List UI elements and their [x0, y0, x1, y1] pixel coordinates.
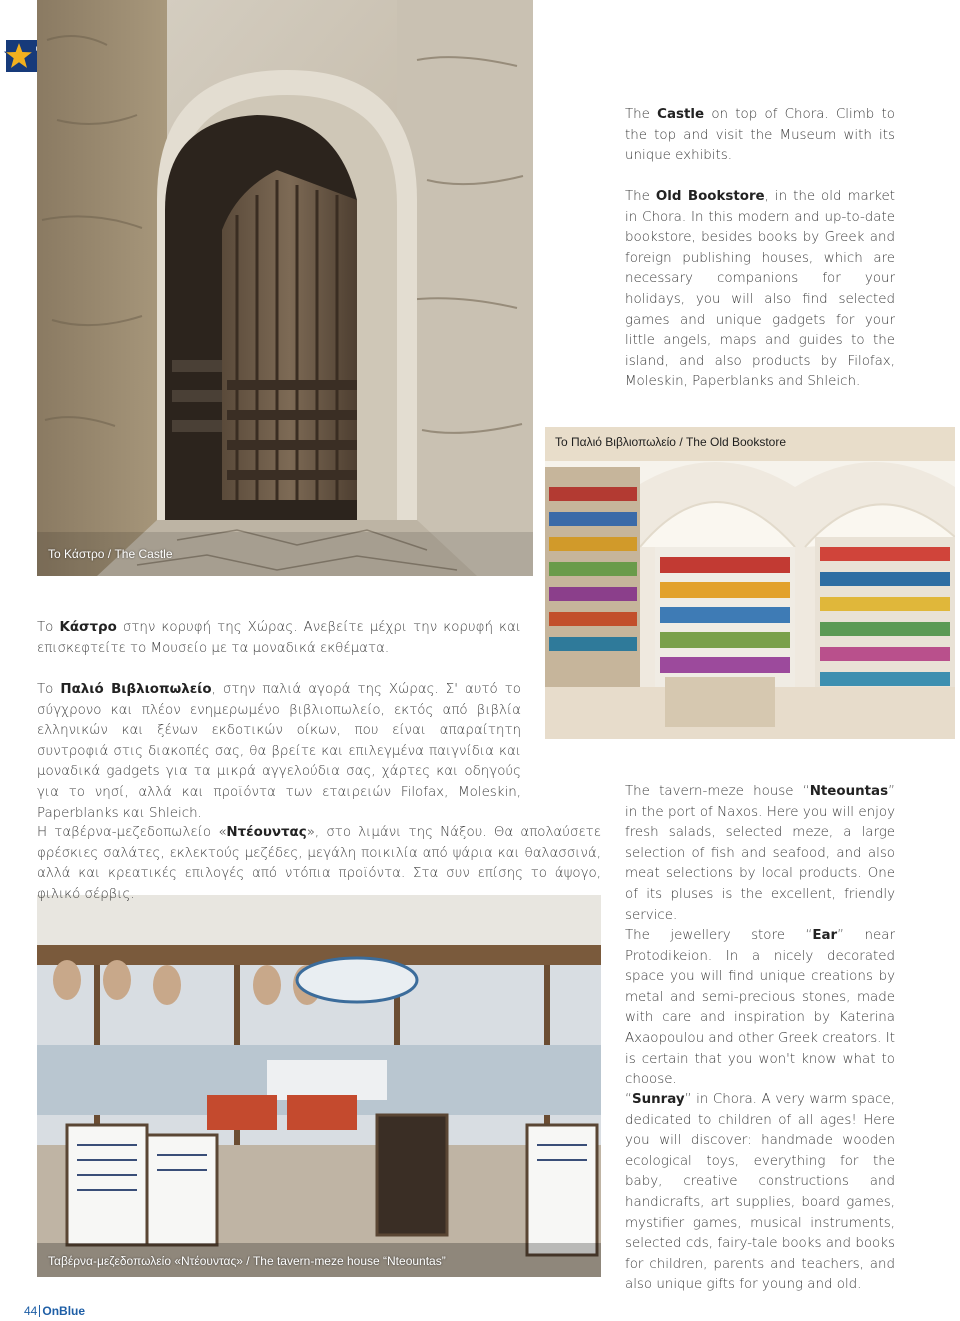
- castle-caption: Το Κάστρο / The Castle: [48, 547, 173, 561]
- gr-castle-paragraph: Το Κάστρο στην κορυφή της Χώρας. Ανεβείτε μέχρι την κορυφή και επισκεφτείτε το Μουσείο με τα μοναδικά εκθέματα.: [37, 620, 521, 656]
- gr-taverna-paragraph: Η ταβέρνα-μεζεδοπωλείο «Ντέουντας», στο λιμάνι της Νάξου. Θα απολαύσετε φρέσκιες σαλάτες, εκλεκτούς μεζέδες, μεγάλη ποικιλία από ψάρια και θαλασσινά, αλλά και κρεατικές επιλογές από ντόπια προϊόντα. Στα συν επίσης το άψογο, φιλικό σέρβις.: [37, 825, 601, 902]
- page-number: 44: [24, 1304, 38, 1318]
- gr-bookstore-paragraph: Το Παλιό Βιβλιοπωλείο, στην παλιά αγορά της Χώρας. Σ' αυτό το σύγχρονο και πλέον ενημερωμένο βιβλιοπωλείο, εκτός από βιβλία ελληνικών και ξένων εκδοτικών οίκων, που είναι απαραίτητη συντροφιά στις διακοπές σας, θα βρείτε και επιλεγμένα παιγνίδια και μοναδικά gadgets για τα μικρά αγγελούδια σας, χάρτες και οδηγούς για το νησί, αλλά και προϊόντα των εταιρειών Filofax, Moleskin, Paperblanks και Shleich.: [37, 682, 522, 821]
- en-bookstore-paragraph: The Old Bookstore, in the old market in Chora. In this modern and up-to-date bookstore, besides books by Greek and foreign publishing houses, which are necessary companions for your holidays, you will also find selected games and unique gadgets for your little angels, maps and guides to the island, and also products by Filofax, Moleskin, Paperblanks and Shleich.: [625, 189, 895, 390]
- castle-photo: [37, 0, 533, 576]
- en-taverna-paragraph: The tavern-meze house “Nteountas” in the port of Naxos. Here you will enjoy fresh salads, selected meze, a large selection of fish and seafood, and also meat selections by local products. One of its pluses is the excellent, friendly service.: [625, 784, 895, 923]
- taverna-photo: [37, 895, 601, 1277]
- gr-bookstore-name: Παλιό Βιβλιοπωλείο: [60, 682, 212, 697]
- en-ear-name: Ear: [812, 928, 838, 943]
- gr-castle-name: Κάστρο: [59, 620, 117, 635]
- magazine-brand: OnBlue: [42, 1304, 86, 1318]
- star-icon: [4, 41, 34, 71]
- taverna-caption: Ταβέρνα-μεζεδοπωλείο «Ντέουντας» / The tavern-meze house “Nteountas”: [48, 1254, 446, 1268]
- footer-divider: [39, 1305, 40, 1317]
- en-sunray-paragraph: “Sunray” in Chora. A very warm space, dedicated to children of all ages! Here you will discover: handmade wooden ecological toys, everything for the baby, creative constructions and handicrafts, art supplies, board games, mystifier games, musical instruments, selected cds, fairy-tale books and books for children, parents and teachers, and also unique gifts for young and old.: [625, 1092, 895, 1293]
- page-footer: [24, 1304, 85, 1318]
- en-sunray-name: Sunray: [631, 1092, 685, 1107]
- en-bookstore-name: Old Bookstore: [655, 189, 765, 204]
- en-castle-name: Castle: [657, 107, 705, 122]
- en-castle-paragraph: The Castle on top of Chora. Climb to the top and visit the Museum with its unique exhibits.: [625, 107, 895, 164]
- bookstore-photo: [545, 427, 955, 739]
- gr-taverna-name: Ντέουντας: [226, 825, 307, 840]
- en-taverna-name: Nteountas: [809, 784, 889, 799]
- bookstore-caption: Το Παλιό Βιβλιοπωλείο / The Old Bookstore: [555, 435, 787, 449]
- en-ear-paragraph: The jewellery store “Ear” near Protodikeion. In a nicely decorated space you will find unique creations by metal and semi-precious stones, made with care and inspiration by Katerina Axaopoulou and other Greek creators. It is certain that you won't know what to choose.: [625, 928, 895, 1088]
